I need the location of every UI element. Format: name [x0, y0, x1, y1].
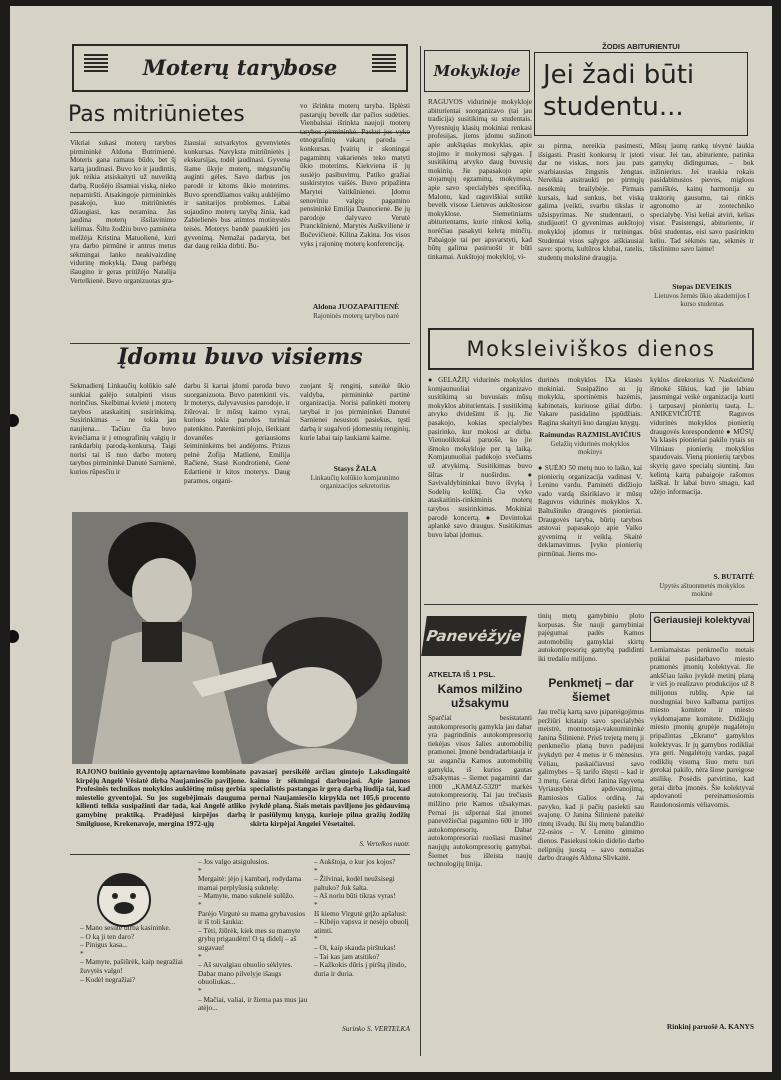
article-column: tinių metų gamybinio ploto korpusas. Šie nauji gamybiniai pajėgumai padės Kamos automobilių gamyklai skirtų autokompresorių gamybą padidinti iki tredalio milijono.	[538, 612, 644, 663]
binder-hole	[10, 630, 19, 643]
article-title: Pas mitriūnietes	[68, 102, 245, 127]
binder-hole	[10, 414, 19, 427]
section-title: Moterų tarybose	[142, 55, 338, 80]
article-headline: Kamos milžino užsakymu	[437, 682, 523, 710]
signature: Stepas DEVEIKIS	[672, 282, 732, 291]
signature: Rinkinį paruošė A. KANYS	[666, 1022, 754, 1031]
article-column: su pirma, nereikia pasimesti, išsigasti. Prasiti konkursų ir įstoti dar ne viskas, nors jau pats svarbiausias žingsnis žengtas. Nereikia atsitraukti po pirmųjų nesėkmių brailybėje. Pirmais kursais, kad sunkus, bet viską galima įveikti, svarbu tikslas ir užsispyrimas. Ne studentauti, o studijuoti! O gyvenimas aukštojoj mokykloj įdomus ir turiningas. Studentai visos sąlygos aiškiausiai save: sportu, kultūros klubai, ratelis, studentų mokslinė draugija.	[538, 142, 644, 262]
mokykloje-logo: Mokykloje	[424, 50, 530, 92]
article-column: vo išrinkta moterų taryba. Išplėsti pastarųjų bevelk dar pačios sudėties. Vienbalsiai išrinkta naujoji moterų tarybos pirmininkė. Paskui jos vyko etnografinių vakarų paroda – konkursas. Įvairių ir skoningai pagamintų vakarienės teko matyti ūkio moterims. Kiekviena iš jų susiėjo pasibuvimų. Patiko gražiai suskirstytos vaišės. Buvo pripažinta Marytei Vaitkūnienei. Įdomu senoviniu valgių pagamino pensininkė Emilija Daunorienė. Be jų parodoje dalyvavo Verutė Pranckūnienė, Marytės Auškvilienė ir Bučevičienė. Kilina Zakina. Jos visos vyks į rajoninę moterų konferenciją.	[300, 102, 410, 248]
joke-column: – Aukštoja, o kur jos kojos? * – Žilvinai, kodėl neužsisegi paltuko? Juk šalta. – Aš noriu būti tikras vyras! * Iš kiemo Virgutė grįžo apšalusi: – Kibėjo vapsva ir nesėjo obuolį atimti. * – Oi, kaip skauda pirštukas! – Tai kas jam atsitiko? – Kažkokis dūris į pirštą įlindo, duria ir duria.	[314, 858, 409, 978]
signature: Surinko S. VERTELKA	[342, 1024, 410, 1033]
joke-column: – Jos valgo atsigulusios. * Mergaitė: jėjo į kambarį, rodydama mamai perplyšusią suknelę: – Mamyte, mano suknelė sulūžo. * Parėjo Virgutė su mama grybavusios ir iš toli šaukia: – Tėti, žiūrėk, kiek mes su mamyte grybų prigaudėm! O tą didelį – aš sugavau! * – Aš suvalgiau obuolio sėklytes. Dabar mano pilvelyje išaugs obuoliukas... * – Mačiai, valiai, ir žiema pas mus jau atėjo...	[198, 858, 308, 1013]
decorative-hatch	[372, 54, 396, 72]
photo-hairdresser	[72, 512, 408, 764]
column-separator	[420, 46, 421, 1056]
continued-label: ATKELTA IŠ 1 PSL.	[428, 670, 496, 679]
newspaper-page	[10, 6, 772, 1072]
article-column: žiausiai sutvarkytos gyvenvietės konkursas. Navyksta mitriūnietės į ekskursijas, todėl jaudinasi. Gyvena šiame ūkyje moterų, mėgstančių auginti gėles. Savo darbus jos parodė ir kitoms ūkio moterims. Buvo sprendžiamos vaikų auklėjimo ir sanitarijos problemos. Labai sujaudino moterų tarybą žinia, kad Zabielienės bus atimtos motinystės teisės. Moterys bandė paauklėti jos gyvenimą. Nemažai padaryta, bet dar daug reikia dirbti. Bu-	[184, 139, 290, 251]
article-column: Sekmadienį Linkaučių kolūkio salė sunkiai galėjo sutalpinti visus norinčius. Skelbimai kvietė į moterų tarybos ataskaitinį susirinkimą. Susirinkimas – ne tokia jau naujiena... Tačiau čia buvo kviečiama ir į etnografinių valgių ir rankdarbių parodą-konkursą. Taigi norisi tai iš nuo darbo moterų tarybos pirmininkė Danutė Sarnienė, kurios rūpesčiu ir	[70, 382, 176, 476]
signature-role: Linkaučių kolūkio komjaunimo organizacijos sekretorius	[310, 474, 400, 490]
section-title: Moksleiviškos dienos	[428, 328, 754, 370]
article-column: Sparčiai besistatanti autokompresorių gamykla jau dabar yra pagrindinis autokompresorių tiekėjas visos šalies automobilių pramonei. Įmonė bendradarbiauja ir su augančia Kamos automobilių gamykla, iš kurios gautas užsakymas – šiemet pagaminti dar 1000 „KAMAZ-5320“ markės autokompresorių. Tai jau trečiasis milžino prie Kamos užsakymas. Pernai jis užpernai šiai įmonei panevėžiečiai pagamino 600 ir 100 autokompresorių. Dabar autokompresoriai ruošiasi masinei naujųjų autokompresorių gamybai. Šiemet bus išleista naujų technologijų linija.	[428, 714, 532, 869]
signature: Stasys ŽALA	[333, 464, 377, 473]
panevezyje-logo: Panevėžyje	[421, 616, 527, 656]
article-column: kyklos direktorius V. Naskeičienė išmokė šūkius, kad jie labiau jausmingai veikė organizacija kurti į tarpusavį pionierių tautą. L. ANIKEVIČIŪTĖ Raguvos vidurinės mokyklos pionierių draugovės korespondentė ● MŪSŲ Va klasės pionieriai pakilo rytais su Vilniaus pionierių mokyklos spaudovais. Vieną pionierių tarybos skyrių gavo specialų siuntinį. Jau kelintą kartą pabaigoje rašomos laiškai. Ir labai buvo smagu, kad užėjo informacija.	[650, 376, 754, 496]
article-column: durinės mokyklos IXa klasės mokiniai. Susipažino su jų mokykla, sportinėmis bazėmis, kabinetais, kuriuose giliai dirbo. Vakare pasidalino įspūdžiais. Ragina skaityti kuo daugiau knygų.	[538, 376, 642, 427]
decorative-hatch	[84, 54, 108, 72]
headline: Jei žadi būti studentu...	[543, 60, 695, 122]
article-title: Įdomu buvo visiems	[117, 344, 363, 370]
signature: Raimundas RAZMISLAVIČIUS	[539, 430, 641, 439]
joke-column: – Mano sesutė dirba kasininke. – O ką ji ten daro? – Pinigus kasa... * – Mamyte, pašiūrėk, kaip negražiai žuvytės valgo! – Kodėl negražiai?	[80, 924, 183, 984]
signature-role: Gelažių vidurinės mokyklos mokinys	[550, 440, 630, 456]
article-headline: Geriausieji kolektyvai	[650, 612, 754, 642]
article-column: RAGUVOS vidurinėje mokykloje abiturientai suorganizavo (tai jau tradicija) susitikimą su studentais. Vyresniųjų klasių mokiniai renkasi profesijas, jiems įdomu sužinoti apie aukštąsias mokyklas, apie stojimo ir mokymosi sąlygas. Į susitikimą atvyko daug buvusių mokinių. Jie papasakojo apie stojamųjų egzaminų, mokymosi, apie savo specialybės specifiką. Malonu, kad raguviškiai sutikė bevelk visose Lietuvos aukštosiose mokyklose. Siemetiniams abiturientams, kurie rinkosi kelią, norėčiau pasakyti keletą minčių. Pabaigoje tai per apsvarstyti, kad būtų galima pasiruošti ir būti tinkamai. Aukštojoj mokykloj, vi-	[428, 98, 532, 261]
cartoon-child-illustration	[84, 860, 164, 934]
photo-illustration	[72, 512, 408, 764]
photo-caption: pavasarį persikėlė arčiau gimtojo Laksdingaitė kaimo ir sėkmingai darbuojasi. Apie jaunos specialistės pastangas ir gerą darbą liudija tai, kad pernai Naujamiesčio kirpykla net 105,6 procento įvykdė planą. Šiais metais paviljono jos gėdauvimą ir pasiūlymų knygą, kurioje pilna gražių žodžių skirta kirpėjai Angelei Vėsetaitei.	[250, 768, 410, 828]
article-headline: Penkmetį – dar šiemet	[548, 676, 634, 704]
article-column: Vikriai sukasi moterų tarybos pirmininkė Aldona Butrimienė. Moteris gana ramaus būdo, bet šį kartą jaudinasi. Buvo ko ir jaudintis, juk reikia atsiskaityti už nuveiktą darbą. Ruošėjo išsamiai viską, nieko nepamiršti. Atsakingoje pirmininkės pasakojo, kuo mitriūnietės džiaugiasi, kas neramina. Jas jaudina moterų išsilavinimo kėlimas. Šiltu žodžiu buvo paminėta melžėja Kristina Matuolienė, kuri yra darbo pirmūnė ir antrus metus sėkmingai lanko neakivaizdinę vidurinę mokyklą. Daug parbėgų išaugino ir geras pritižėjo Natalija Vertelkienė. Buvo organizuotas gra-	[70, 139, 176, 285]
article-column: ● SUĖJO 50 metų nuo to laiko, kai pionierių organizacija vadinasi V. Lenino vardu. Paminėti didžiojo vado vardą išsirikiavo ir mūsų Raguvos vidurinės mokyklos X. Baltušiniko draugovės pionieriai. Draugovės taryba, būrių tarybos atstovai papasakojo apie Vaiko gyvenimą ir veiklą. Skaitė deklamavimus. Įvyko pionierių pirmūnai. Jiems mo-	[538, 464, 642, 558]
article-column: ● GELAŽIŲ vidurinės mokyklos komjaunuoliai organizavo susitikimą su buvusiais mūsų mokyklos abiturientais. Į susitikimą atvyko dvidešimt iš jų. Jie pasakojo, kokias specialybes pasirinko, kur mokosi ar dirba. Vienuoliktokai paruošė, ko jie išmoko mokykloje per tą laiką. Komjaunuoliai padėkojo svečiams už atvykimą. Susitikimas buvo šiltas ir nuoširdus. ● Savivaldybininkai buvo išvyką į Sodelių kolūkį. Čia vyko ataskaitinis-rinkiminis moterų tarybos susirinkimas. Mokiniai parodė koncertą. ● Devintokai aplankė savo draugus. Susitikimas buvo labai įdomus.	[428, 376, 532, 539]
signature-role: Upytės aštuonmetės mokyklos mokinė	[659, 582, 745, 598]
signature-role: Lietuvos žemės ūkio akademijos I kurso studentas	[654, 292, 750, 308]
article-column: Mūsų jaunų rankų tėvynė laukia visur. Jei tau, abituriente, patinka gamykų didingumas, – bok inžinierius. Jei traukia rokais pasidabinusios pievos, migloos pamiškės, kainų harmonija su traktorių gausumu, tai rinkis agronomo ar zootechniko specialybę. Visi keliai atviri, kelias visur. Pasistengsi, abituriente, ir būsi studentas, eisi savo pasirinktu keliu. Tad sėkmės tau, sėkmės ir tikslinimo savo laime!	[650, 142, 754, 254]
headline-box	[534, 52, 748, 136]
article-column: Jau trečią kartą savo įsipareigojimus peržiūri kitataip savo specialybės meistrė, montuotoja-vakuumininkė Janina Šilinienė. Prieš trejetą metų ji penkmečio planą buvo padėjusi įvykdyti per 4 metus ir 6 mėnesius. Vėliau, paskaičiavusi savo galimybes – šį tarifo ištęsti – kad ir 3 metų. Gerai dirbti Janina išgyvena Vyriausybės apdovanojimą, Ramiosios Galios ordiną. Jai pavyko, kad ji pačių pasiekti sau svajonę. O Janina Šilinienė pateikė rimtų išvadų. Iki šių metų balandžio 22-osios – V. Lenino gimimo dienos. Pasiekusi tokio didelio darbo nelipnijų juostą – savo nemažas darbo draugės Aldona Slivkaitė.	[538, 708, 644, 863]
tagline: ŽODIS ABITURIENTUI	[602, 42, 680, 51]
divider	[424, 604, 758, 605]
article-column: zuojant šį renginį, suteikė ūkio valdyba, pirmininkė partinė organizacija. Norisi palinkėti moterų tarybai ir jos pirmininkei Danutei Sarnienei nesustoti pasiekus, tęsti darbą ir sugalvoti įdomesnių renginių, kurie labai taip laukiami kaime.	[300, 382, 410, 442]
section-header-box	[72, 44, 408, 92]
signature-role: Rajoninės moterų tarybos narė	[313, 312, 399, 320]
photo-caption: RAJONO buitinio gyventojų aptarnavimo kombinato kirpėjų Angelė Vėsiatė dirba Naujamiesčio paviljone. Profesinės technikos mokyklos auklėtinę mūsų gerbia miestelio gyventojai. Su jos sugebėjimais dauguma kilienti telkia susipažinti dar tada, kai Angelė atliko gamybinę praktiką. Pradėjusi kirpėjos darbą Smilgiuose, Krekenavoje, mergina 1972-ųjų	[76, 768, 246, 828]
divider	[70, 854, 410, 855]
signature: Aldona JUOZAPAITIENĖ	[312, 302, 400, 311]
article-column: Lemiamaistas penkmečio metais puikiai pasidarbavo miesto pramonės įmonių kolektyvai. Jie ankščiau laiko įvykdė metinį planą ir virš jo realizavo produkcijos už 8 milijonus rublių. Apie tai nuodugniai buvo kalbama partijos miesto komitete ir miesto vykdomajame komitete. Didžiųjų miesto įmonių grupėje nugalėtoju pripažintas „Ekrano“ gamyklos kolektyvas. Ir jų gamybos rodikliai yra geri. Nugalėtojų vardas, pagal rodiklių visumą šiuo metu turi gerokai pakilo, nėra šiose pareigose atsilikę. Posėdis patvirtino, kad gerai dirba įmonės. Šie kolektyvai apdovanoti pereinamosiomis Raudonosiomis vėliavomis.	[650, 646, 754, 809]
article-column: darbu ši kartai įdomi paroda buvo suorganizuota. Buvo patenkinti vis. Ir moterys, dalyvavusios parodoje, ir žiūrovai. Ir mūsų kaimo vyrai, kuriuos tokia parodos turiniai patenkino. Patenkinti plojo, išeikiant dovanėles geriausioms šeimininkėms bei audėjoms. Prizus pelnė Zofija Matlienė, Emilija Račienė, Stasė Kondrotienė, Genė Edartienė ir kitos moterys. Daug paramos, organi-	[184, 382, 290, 485]
photo-credit: S. Vertelkos nuotr.	[359, 840, 410, 848]
signature: S. BUTAITĖ	[713, 572, 754, 581]
